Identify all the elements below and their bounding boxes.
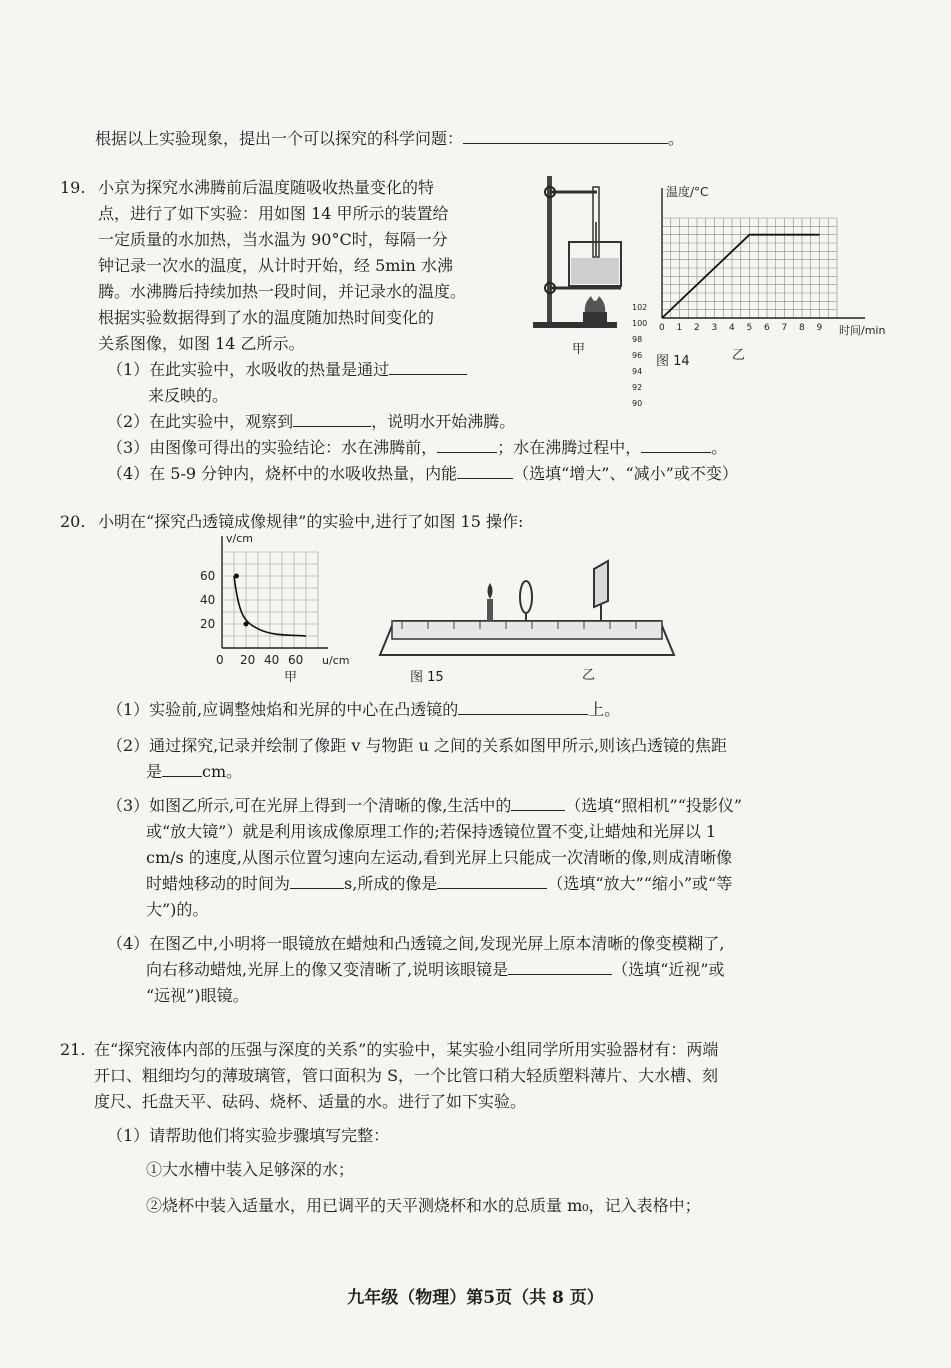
x-tick-label: 9 xyxy=(816,323,823,333)
x-tick-label: 60 xyxy=(288,653,304,667)
y-tick-label: 60 xyxy=(200,569,216,583)
q19-blank-2[interactable] xyxy=(293,412,371,427)
q21-number: 21. xyxy=(60,1040,86,1059)
q20-part4-l2: 向右移动蜡烛,光屏上的像又变清晰了,说明该眼镜是 （选填“近视”或 xyxy=(146,960,725,979)
q19-blank-3[interactable] xyxy=(437,438,497,453)
q21-step2: ②烧杯中装入适量水，用已调平的天平测烧杯和水的总质量 m₀，记入表格中； xyxy=(146,1196,701,1215)
q21-line-3: 度尺、托盘天平、砝码、烧杯、适量的水。进行了如下实验。 xyxy=(94,1092,527,1111)
y-tick-label: 92 xyxy=(632,383,643,392)
data-point xyxy=(234,574,239,579)
q20-blank-1[interactable] xyxy=(458,700,588,715)
fig14-jia-label: 甲 xyxy=(572,342,586,357)
q20-intro: 小明在“探究凸透镜成像规律”的实验中,进行了如图 15 操作: xyxy=(98,512,524,531)
x-tick-label: 0 xyxy=(216,653,224,667)
candle-flame xyxy=(488,583,493,599)
q19-intro-7: 关系图像，如图 14 乙所示。 xyxy=(98,334,305,353)
data-point xyxy=(244,622,249,627)
q20-part2: （2）通过探究,记录并绘制了像距 v 与物距 u 之间的关系如图甲所示,则该凸透镜的焦距 xyxy=(107,736,728,755)
q19-intro-1: 小京为探究水沸腾前后温度随吸收热量变化的特 xyxy=(98,178,435,197)
heating-apparatus-figure xyxy=(525,172,630,332)
fig15-caption: 图 15 xyxy=(410,670,444,685)
x-tick-label: 1 xyxy=(676,323,683,333)
iron-stand-base xyxy=(533,322,617,328)
fig14-caption: 图 14 xyxy=(656,354,690,369)
candle xyxy=(487,599,493,621)
y-tick-label: 20 xyxy=(200,617,216,631)
fig14-yi-label: 乙 xyxy=(732,348,746,363)
light-screen xyxy=(594,561,608,607)
x-tick-label: 3 xyxy=(711,323,718,333)
y-axis-label: v/cm xyxy=(226,532,253,545)
q19-part2: （2）在此实验中，观察到 ，说明水开始沸腾。 xyxy=(107,412,516,431)
y-tick-label: 102 xyxy=(632,303,648,312)
q21-step1: ①大水槽中装入足够深的水； xyxy=(146,1160,355,1179)
x-axis-label: u/cm xyxy=(322,654,350,667)
q19-part3: （3）由图像可得出的实验结论：水在沸腾前， ；水在沸腾过程中， 。 xyxy=(107,438,728,457)
q20-part3-l5: 大”)的。 xyxy=(146,900,209,919)
q19-intro-4: 钟记录一次水的温度，从计时开始，经 5min 水沸 xyxy=(98,256,453,275)
top-question: 根据以上实验现象，提出一个可以探究的科学问题： 。 xyxy=(95,129,685,148)
q20-part3-l4: 时蜡烛移动的时间为 s,所成的像是 （选填“放大”“缩小”或“等 xyxy=(146,874,733,893)
q19-intro-3: 一定质量的水加热，当水温为 90°C时，每隔一分 xyxy=(98,230,448,249)
x-tick-label: 40 xyxy=(264,653,280,667)
q20-number: 20. xyxy=(60,512,86,531)
q20-part1: （1）实验前,应调整烛焰和光屏的中心在凸透镜的 上。 xyxy=(107,700,621,719)
x-tick-label: 7 xyxy=(781,323,788,333)
x-axis-label: 时间/min xyxy=(839,324,886,337)
q20-blank-6[interactable] xyxy=(508,960,612,975)
q19-part1: （1）在此实验中，水吸收的热量是通过 xyxy=(107,360,467,380)
q19-intro-6: 根据实验数据得到了水的温度随加热时间变化的 xyxy=(98,308,435,327)
q19-blank-1[interactable] xyxy=(389,360,467,375)
y-tick-label: 90 xyxy=(632,399,643,408)
image-distance-graph xyxy=(190,530,370,670)
q19-intro-5: 腾。水沸腾后持续加热一段时间，并记录水的温度。 xyxy=(98,282,467,301)
convex-lens xyxy=(520,581,532,613)
x-tick-label: 2 xyxy=(694,323,700,333)
water xyxy=(571,258,619,284)
q20-part4: （4）在图乙中,小明将一眼镜放在蜡烛和凸透镜之间,发现光屏上原本清晰的像变模糊了, xyxy=(107,934,725,953)
q19-intro-2: 点，进行了如下实验：用如图 14 甲所示的装置给 xyxy=(98,204,449,223)
q20-blank-5[interactable] xyxy=(437,874,547,889)
q20-part4-l3: “远视”)眼镜。 xyxy=(146,986,249,1005)
q19-blank-4[interactable] xyxy=(641,438,711,453)
q21-line-1: 在“探究液体内部的压强与深度的关系”的实验中，某实验小组同学所用实验器材有：两端 xyxy=(94,1040,719,1059)
x-tick-label: 8 xyxy=(799,323,805,333)
q19-number: 19. xyxy=(60,178,86,197)
page-footer: 九年级（物理）第5页（共 8 页） xyxy=(347,1288,604,1308)
q20-part3: （3）如图乙所示,可在光屏上得到一个清晰的像,生活中的 （选填“照相机”“投影仪” xyxy=(107,796,743,815)
y-tick-label: 100 xyxy=(632,319,648,328)
fig15-yi-label: 乙 xyxy=(582,668,596,683)
iron-stand-rod xyxy=(547,176,552,324)
answer-blank[interactable] xyxy=(463,129,668,144)
q21-part1: （1）请帮助他们将实验步骤填写完整： xyxy=(107,1126,390,1145)
x-tick-label: 5 xyxy=(746,323,753,333)
q20-blank-4[interactable] xyxy=(290,874,344,889)
q20-part3-l3: cm/s 的速度,从图示位置匀速向左运动,看到光屏上只能成一次清晰的像,则成清晰像 xyxy=(146,848,733,867)
q20-blank-2[interactable] xyxy=(162,762,202,777)
q20-blank-3[interactable] xyxy=(511,796,565,811)
y-tick-label: 96 xyxy=(632,351,643,360)
x-tick-label: 4 xyxy=(729,323,735,333)
optical-bench-figure xyxy=(372,555,682,665)
x-tick-label: 6 xyxy=(764,323,770,333)
q20-part3-l2: 或“放大镜”）就是利用该成像原理工作的;若保持透镜位置不变,让蜡烛和光屏以 1 xyxy=(146,822,717,841)
ruler xyxy=(392,621,662,639)
x-tick-label: 0 xyxy=(659,323,665,333)
alcohol-lamp xyxy=(583,312,607,322)
y-tick-label: 98 xyxy=(632,335,643,344)
fig15-jia-label: 甲 xyxy=(284,670,298,685)
x-tick-label: 20 xyxy=(240,653,256,667)
q19-blank-5[interactable] xyxy=(457,464,513,479)
q19-part4: （4）在 5-9 分钟内，烧杯中的水吸收热量，内能 （选填“增大”、“减小”或不变） xyxy=(107,464,738,483)
q19-part1-cont: 来反映的。 xyxy=(148,386,229,405)
y-tick-label: 40 xyxy=(200,593,216,607)
q21-line-2: 开口、粗细均匀的薄玻璃管，管口面积为 S，一个比管口稍大轻质塑料薄片、大水槽、刻 xyxy=(94,1066,719,1085)
y-tick-label: 94 xyxy=(632,367,643,376)
q20-part2-cont: 是 cm。 xyxy=(146,762,243,781)
y-axis-label: 温度/°C xyxy=(666,185,709,199)
